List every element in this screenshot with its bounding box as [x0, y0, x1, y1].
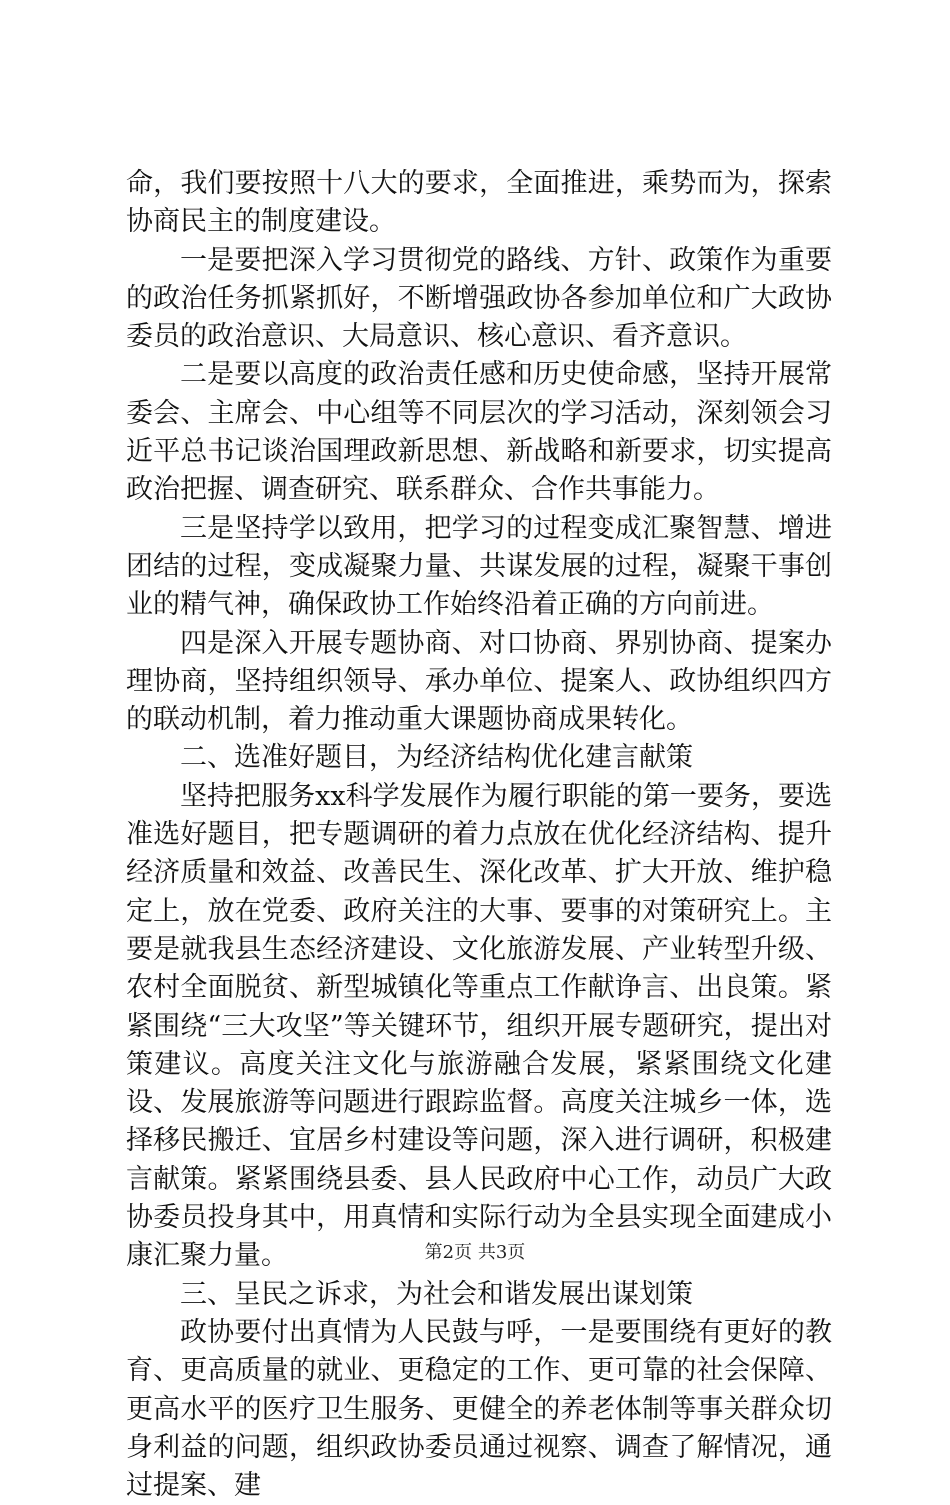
- section-heading-three: 三、呈民之诉求，为社会和谐发展出谋划策: [180, 1278, 693, 1310]
- paragraph-continuation: 命，我们要按照十八大的要求，全面推进，乘势而为，探索协商民主的制度建设。: [126, 168, 832, 238]
- paragraph-item-three: 三是坚持学以致用，把学习的过程变成汇聚智慧、增进团结的过程，变成凝聚力量、共谋发展的过程，凝聚干事创业的精气神，确保政协工作始终沿着正确的方向前进。: [126, 512, 832, 621]
- paragraph-item-two: 二是要以高度的政治责任感和历史使命感，坚持开展常委会、主席会、中心组等不同层次的学习活动，深刻领会习近平总书记谈治国理政新思想、新战略和新要求，切实提高政治把握、调查研究、联系群众、合作共事能力。: [126, 359, 832, 506]
- document-body: [126, 165, 832, 1505]
- paragraph-item-four: 四是深入开展专题协商、对口协商、界别协商、提案办理协商，坚持组织领导、承办单位、提案人、政协组织四方的联动机制，着力推动重大课题协商成果转化。: [126, 627, 832, 736]
- paragraph-section-three-body: 政协要付出真情为人民鼓与呼，一是要围绕有更好的教育、更高质量的就业、更稳定的工作、更可靠的社会保障、更高水平的医疗卫生服务、更健全的养老体制等事关群众切身利益的问题，组织政协委员通过视察、调查了解情况，通过提案、建: [126, 1316, 832, 1502]
- page-footer: 第2页 共3页: [424, 1242, 526, 1263]
- section-heading-two: 二、选准好题目，为经济结构优化建言献策: [180, 742, 693, 774]
- paragraph-section-two-body: 坚持把服务xx科学发展作为履行职能的第一要务，要选准选好题目，把专题调研的着力点放在优化经济结构、提升经济质量和效益、改善民生、深化改革、扩大开放、维护稳定上，放在党委、政府关注的大事、要事的对策研究上。主要是就我县生态经济建设、文化旅游发展、产业转型升级、农村全面脱贫、新型城镇化等重点工作献诤言、出良策。紧紧围绕“三大攻坚”等关键环节，组织开展专题研究，提出对策建议。高度关注文化与旅游融合发展，紧紧围绕文化建设、发展旅游等问题进行跟踪监督。高度关注城乡一体，选择移民搬迁、宜居乡村建设等问题，深入进行调研，积极建言献策。紧紧围绕县委、县人民政府中心工作，动员广大政协委员投身其中，用真情和实际行动为全县实现全面建成小康汇聚力量。: [126, 780, 832, 1272]
- paragraph-item-one: 一是要把深入学习贯彻党的路线、方针、政策作为重要的政治任务抓紧抓好，不断增强政协各参加单位和广大政协委员的政治意识、大局意识、核心意识、看齐意识。: [126, 244, 832, 353]
